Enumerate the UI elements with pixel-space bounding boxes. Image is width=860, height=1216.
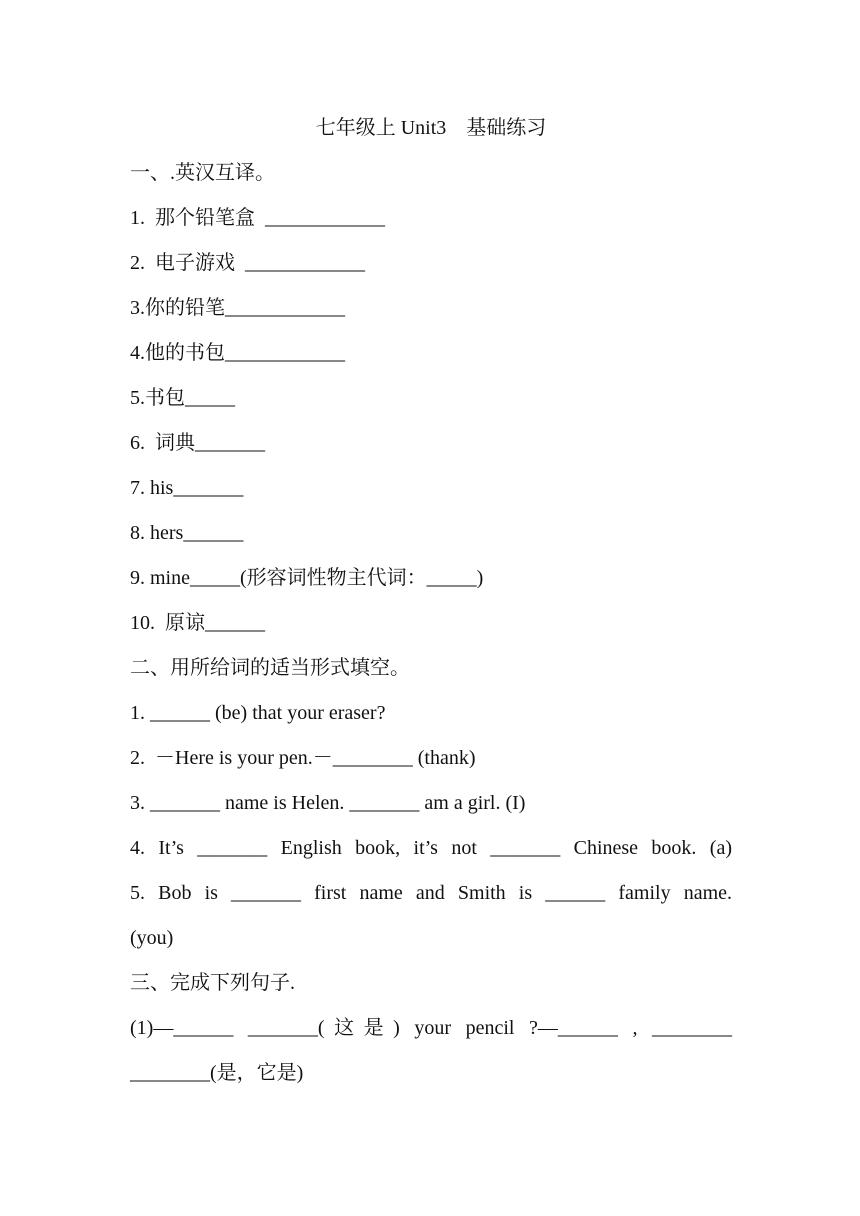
worksheet-title: 七年级上 Unit3 基础练习: [315, 117, 547, 139]
exercise-item: 2. －Here is your pen.－________ (thank): [130, 747, 476, 769]
exercise-item: (1)—______ _______(这是) your pencil ?—______ , ________: [130, 1017, 732, 1039]
exercise-item: 5. Bob is _______ first name and Smith is ______ family name.: [130, 882, 732, 904]
section-word-forms: [130, 653, 732, 953]
exercise-item: 1. ______ (be) that your eraser?: [130, 702, 386, 724]
section-heading: 二、用所给词的适当形式填空。: [130, 657, 410, 679]
section-heading: 三、完成下列句子.: [130, 972, 295, 994]
exercise-item-continuation: ________(是，它是): [130, 1062, 304, 1084]
exercise-item: 2. 电子游戏 ____________: [130, 252, 365, 274]
exercise-item: 6. 词典_______: [130, 432, 265, 454]
exercise-item-continuation: (you): [130, 927, 174, 949]
exercise-item: 3. _______ name is Helen. _______ am a girl. (I): [130, 792, 526, 814]
exercise-item: 4. It’s _______ English book, it’s not _______ Chinese book. (a): [130, 837, 732, 859]
worksheet-page: [130, 113, 732, 1103]
exercise-item: 9. mine_____(形容词性物主代词：_____): [130, 567, 484, 589]
section-complete-sentences: [130, 968, 732, 1088]
exercise-item: 3.你的铅笔____________: [130, 297, 345, 319]
exercise-item: 5.书包_____: [130, 387, 235, 409]
exercise-item: 1. 那个铅笔盒 ____________: [130, 207, 385, 229]
exercise-item: 8. hers______: [130, 522, 244, 544]
exercise-item: 7. his_______: [130, 477, 244, 499]
exercise-item: 4.他的书包____________: [130, 342, 345, 364]
section-translation: [130, 158, 732, 638]
exercise-item: 10. 原谅______: [130, 612, 265, 634]
section-heading: 一、.英汉互译。: [130, 162, 275, 184]
